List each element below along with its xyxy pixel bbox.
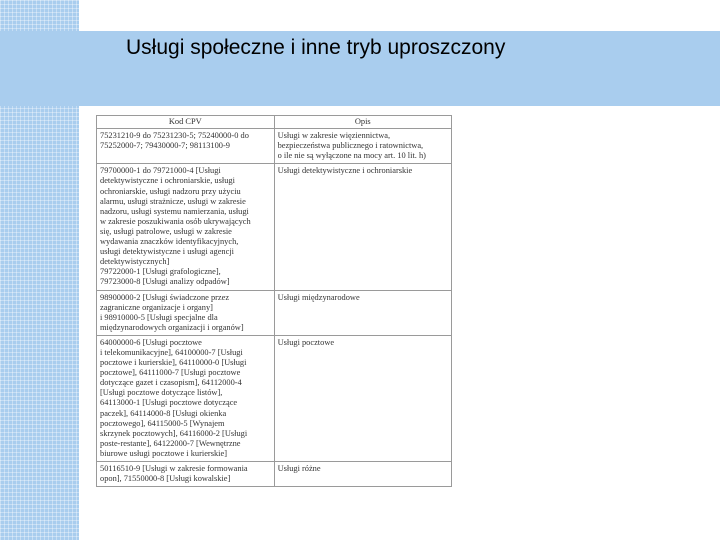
description-cell: Usługi różne xyxy=(274,462,451,487)
header-opis: Opis xyxy=(274,116,451,129)
header-kod-cpv: Kod CPV xyxy=(97,116,275,129)
table-row xyxy=(97,290,452,335)
cpv-code-cell: 50116510-9 [Usługi w zakresie formowania opon], 71550000-8 [Usługi kowalskie] xyxy=(97,462,275,487)
table-row xyxy=(97,462,452,487)
slide-title: Usługi społeczne i inne tryb uproszczony xyxy=(126,36,506,59)
table-row xyxy=(97,335,452,461)
description-cell: Usługi pocztowe xyxy=(274,335,451,461)
cpv-code-cell: 75231210-9 do 75231230-5; 75240000-0 do 75252000-7; 79430000-7; 98113100-9 xyxy=(97,129,275,164)
description-cell: Usługi detektywistyczne i ochroniarskie xyxy=(274,164,451,290)
table-row xyxy=(97,129,452,164)
cpv-code-cell: 79700000-1 do 79721000-4 [Usługi detektywistyczne i ochroniarskie, usługi ochroniarskie, usługi nadzoru przy użyciu alarmu, usługi strażnicze, usługi w zakresie nadzoru, usługi systemu namierzania, usługi w zakresie poszukiwania osób ukrywających się, usługi patrolowe, usługi w zakresie wydawania znaczków identyfikacyjnych, usługi detektywistyczne i usługi agencji detektywistycznych] 79722000-1 [Usługi grafologiczne], 79723000-8 [Usługi analizy odpadów] xyxy=(97,164,275,290)
description-cell: Usługi międzynarodowe xyxy=(274,290,451,335)
cpv-code-cell: 98900000-2 [Usługi świadczone przez zagraniczne organizacje i organy] i 98910000-5 [Usługi specjalne dla międzynarodowych organizacji i organów] xyxy=(97,290,275,335)
description-cell: Usługi w zakresie więziennictwa, bezpieczeństwa publicznego i ratownictwa, o ile nie są wyłączone na mocy art. 10 lit. h) xyxy=(274,129,451,164)
cpv-table xyxy=(96,115,452,487)
cpv-code-cell: 64000000-6 [Usługi pocztowe i telekomunikacyjne], 64100000-7 [Usługi pocztowe i kurierskie], 64110000-0 [Usługi pocztowe], 64111000-7 [Usługi pocztowe dotyczące gazet i czasopism], 64112000-4 [Usługi pocztowe dotyczące listów], 64113000-1 [Usługi pocztowe dotyczące paczek], 64114000-8 [Usługi okienka pocztowego], 64115000-5 [Wynajem skrzynek pocztowych], 64116000-2 [Usługi poste-restante], 64122000-7 [Wewnętrzne biurowe usługi pocztowe i kurierskie] xyxy=(97,335,275,461)
table-header-row xyxy=(97,116,452,129)
table-row xyxy=(97,164,452,290)
